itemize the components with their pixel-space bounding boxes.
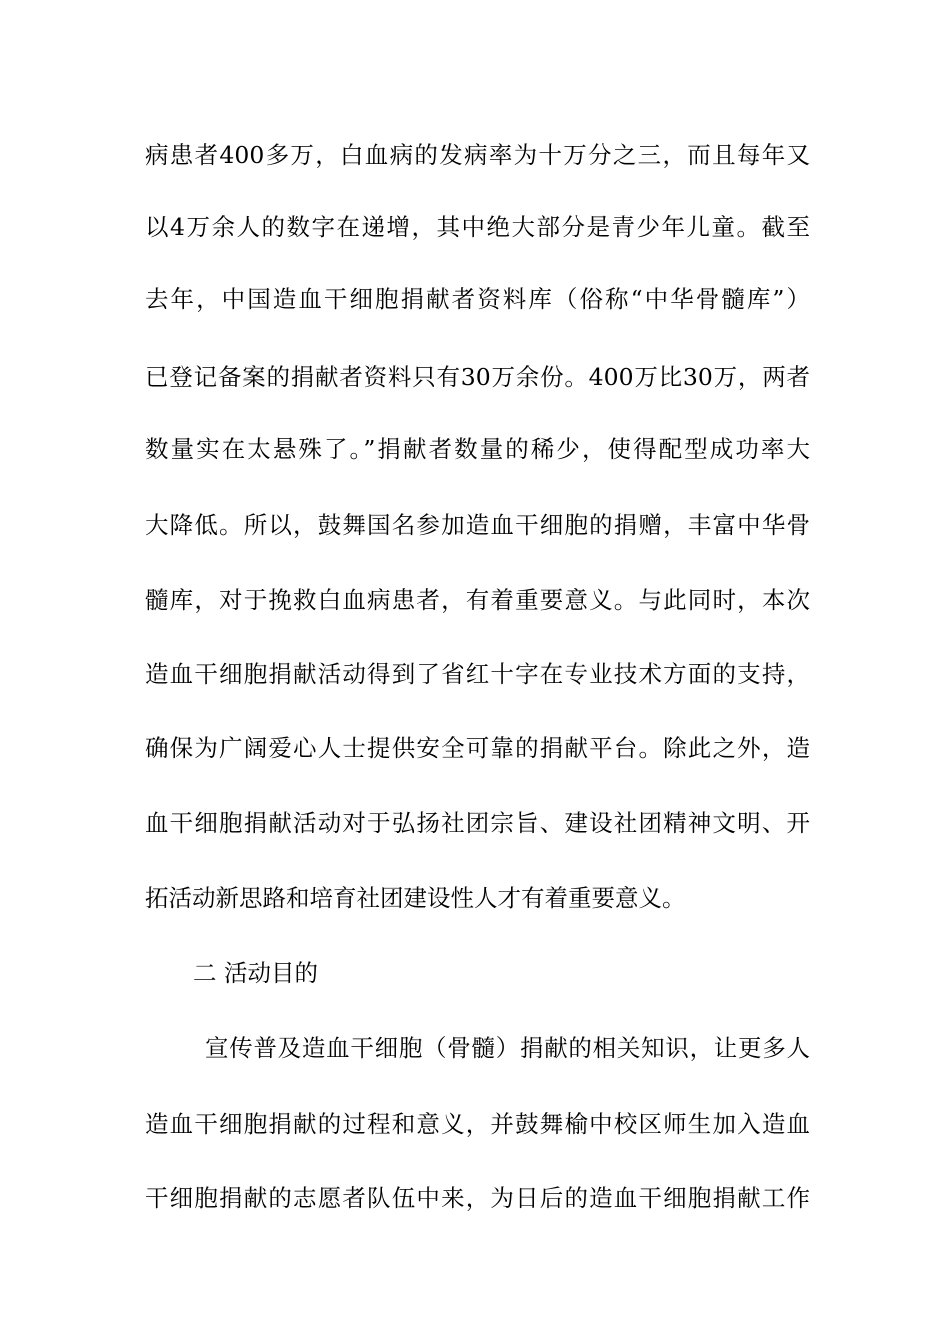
paragraph-line: 确保为广阔爱心人士提供安全可靠的捐献平台。除此之外，造	[145, 734, 810, 762]
paragraph-line: 数量实在太悬殊了。”捐献者数量的稀少，使得配型成功率大	[145, 435, 810, 463]
paragraph-line: 病患者400多万，白血病的发病率为十万分之三，而且每年又	[145, 141, 810, 169]
paragraph-line: 造血干细胞捐献的过程和意义，并鼓舞榆中校区师生加入造血	[145, 1110, 810, 1138]
paragraph-line: 宣传普及造血干细胞（骨髓）捐献的相关知识，让更多人	[205, 1034, 810, 1062]
paragraph-line: 已登记备案的捐献者资料只有30万余份。400万比30万，两者	[145, 363, 810, 391]
paragraph-line: 造血干细胞捐献活动得到了省红十字在专业技术方面的支持，	[145, 660, 810, 688]
paragraph-line: 拓活动新思路和培育社团建设性人才有着重要意义。	[145, 884, 686, 912]
paragraph-line: 髓库，对于挽救白血病患者，有着重要意义。与此同时，本次	[145, 586, 810, 614]
paragraph-line: 干细胞捐献的志愿者队伍中来，为日后的造血干细胞捐献工作	[145, 1184, 810, 1212]
paragraph-line: 去年，中国造血干细胞捐献者资料库（俗称“中华骨髓库”）	[145, 285, 810, 313]
paragraph-line: 血干细胞捐献活动对于弘扬社团宗旨、建设社团精神文明、开	[145, 809, 810, 837]
paragraph-line: 以4万余人的数字在递增，其中绝大部分是青少年儿童。截至	[145, 213, 810, 241]
paragraph-line: 大降低。所以，鼓舞国名参加造血干细胞的捐赠，丰富中华骨	[145, 511, 810, 539]
section-heading: 二 活动目的	[193, 959, 318, 987]
